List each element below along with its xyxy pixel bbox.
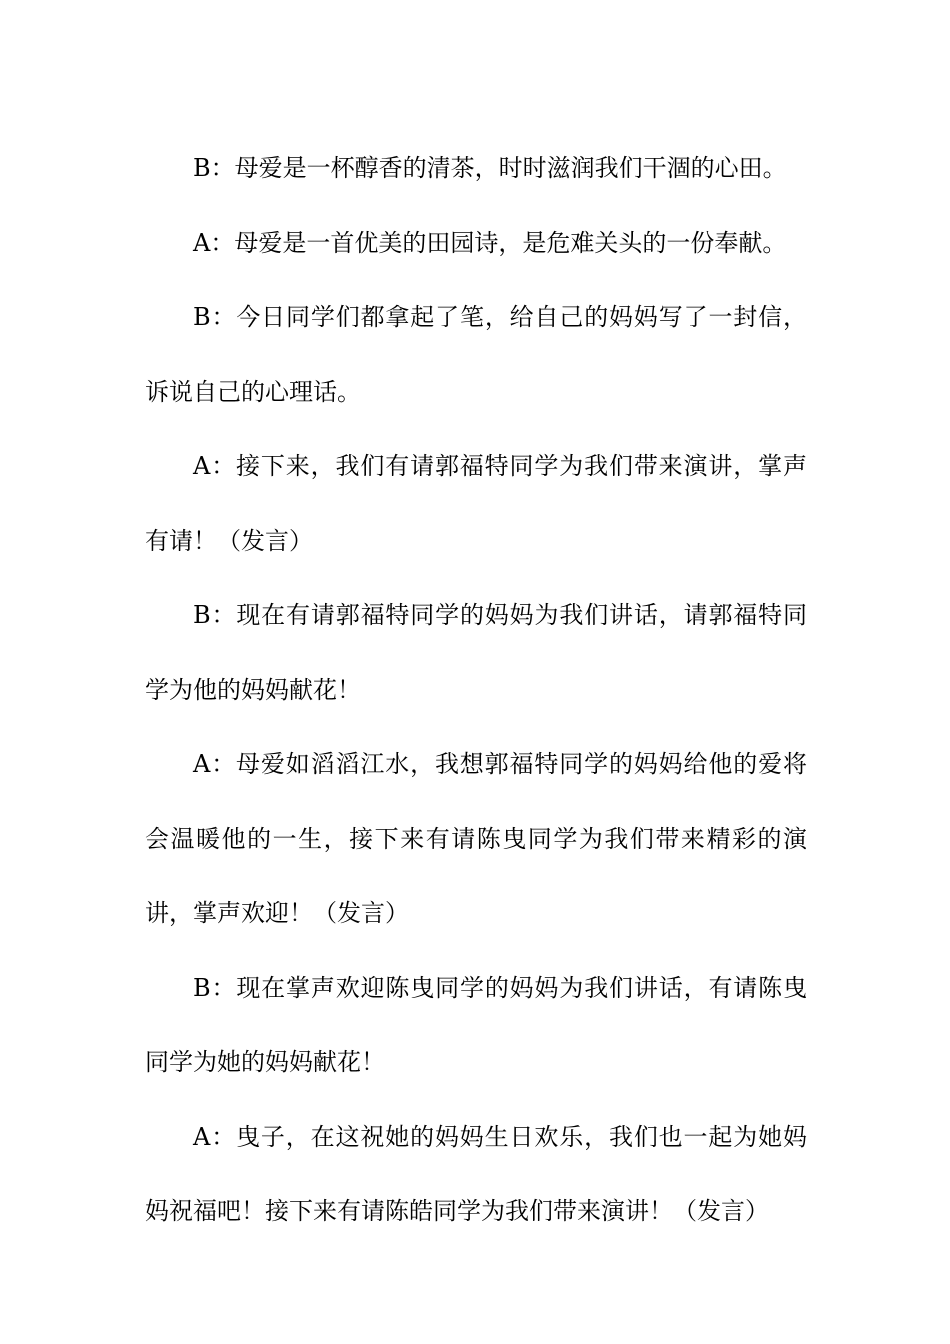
paragraph-1: B：母爱是一杯醇香的清茶，时时滋润我们干涸的心田。 bbox=[193, 154, 787, 182]
paragraph-6: A：母爱如滔滔江水，我想郭福特同学的妈妈给他的爱将会温暖他的一生，接下来有请陈曳同学为我们带来精彩的演讲，掌声欢迎！（发言） bbox=[145, 750, 807, 927]
paragraph-5: B：现在有请郭福特同学的妈妈为我们讲话，请郭福特同学为他的妈妈献花！ bbox=[145, 601, 807, 704]
paragraph-3: B：今日同学们都拿起了笔，给自己的妈妈写了一封信，诉说自己的心理话。 bbox=[145, 303, 807, 406]
paragraph-2: A：母爱是一首优美的田园诗，是危难关头的一份奉献。 bbox=[193, 228, 787, 257]
paragraph-8: A：曳子，在这祝她的妈妈生日欢乐，我们也一起为她妈妈祝福吧！接下来有请陈皓同学为我们带来演讲！（发言） bbox=[145, 1122, 807, 1225]
paragraph-7: B：现在掌声欢迎陈曳同学的妈妈为我们讲话，有请陈曳同学为她的妈妈献花！ bbox=[145, 973, 807, 1076]
paragraph-4: A：接下来，我们有请郭福特同学为我们带来演讲，掌声有请！（发言） bbox=[145, 452, 807, 555]
document-body bbox=[145, 131, 807, 1249]
